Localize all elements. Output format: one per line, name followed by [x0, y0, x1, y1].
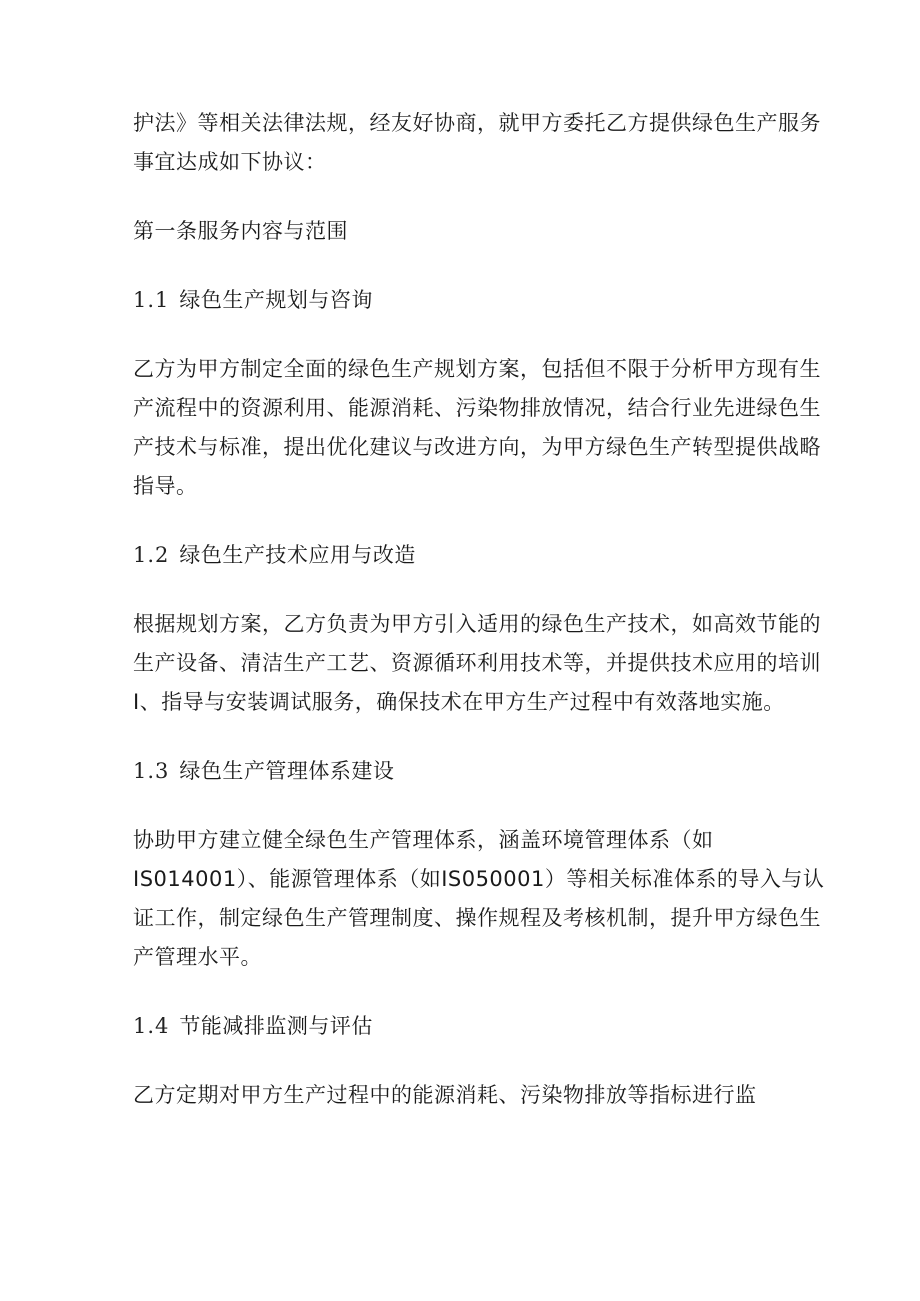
text-line: 产流程中的资源利用、能源消耗、污染物排放情况，结合行业先进绿色生 [133, 396, 821, 420]
text-line: 乙方为甲方制定全面的绿色生产规划方案，包括但不限于分析甲方现有生 [133, 357, 821, 381]
document-body [133, 104, 825, 1145]
section-number: 1.1 [133, 288, 170, 312]
section-paragraph [133, 821, 825, 977]
section-number: 1.3 [133, 759, 170, 783]
section-heading [133, 752, 793, 791]
text-line: 生产设备、清洁生产工艺、资源循环利用技术等，并提供技术应用的培训 [133, 651, 821, 675]
section-title: 节能减排监测与评估 [179, 1014, 373, 1038]
section-number: 1.4 [133, 1014, 170, 1038]
section-paragraph [133, 605, 821, 722]
section-title: 绿色生产规划与咨询 [179, 288, 373, 312]
text-line: 根据规划方案，乙方负责为甲方引入适用的绿色生产技术，如高效节能的 [133, 612, 821, 636]
text-line: I、指导与安装调试服务，确保技术在甲方生产过程中有效落地实施。 [133, 690, 785, 714]
text-line: IS014001）、能源管理体系（如IS050001）等相关标准体系的导入与认 [133, 867, 825, 891]
text-line: 事宜达成如下协议： [133, 150, 327, 174]
section-paragraph [133, 350, 821, 506]
text-line: 产技术与标准，提出优化建议与改进方向，为甲方绿色生产转型提供战略 [133, 435, 821, 459]
text-line: 产管理水平。 [133, 945, 262, 969]
article-title: 第一条服务内容与范围 [133, 219, 348, 243]
intro-paragraph [133, 104, 821, 182]
text-line: 护法》等相关法律法规，经友好协商，就甲方委托乙方提供绿色生产服务 [133, 111, 821, 135]
section-heading [133, 536, 793, 575]
section-heading [133, 1007, 793, 1046]
section-paragraph [133, 1076, 793, 1115]
text-line: 证工作，制定绿色生产管理制度、操作规程及考核机制，提升甲方绿色生 [133, 906, 821, 930]
section-title: 绿色生产技术应用与改造 [179, 543, 416, 567]
section-title: 绿色生产管理体系建设 [179, 759, 395, 783]
section-heading [133, 281, 793, 320]
text-line: 协助甲方建立健全绿色生产管理体系，涵盖环境管理体系（如 [133, 828, 714, 852]
text-line: 指导。 [133, 474, 198, 498]
text-line: 乙方定期对甲方生产过程中的能源消耗、污染物排放等指标进行监 [133, 1083, 757, 1107]
section-number: 1.2 [133, 543, 170, 567]
